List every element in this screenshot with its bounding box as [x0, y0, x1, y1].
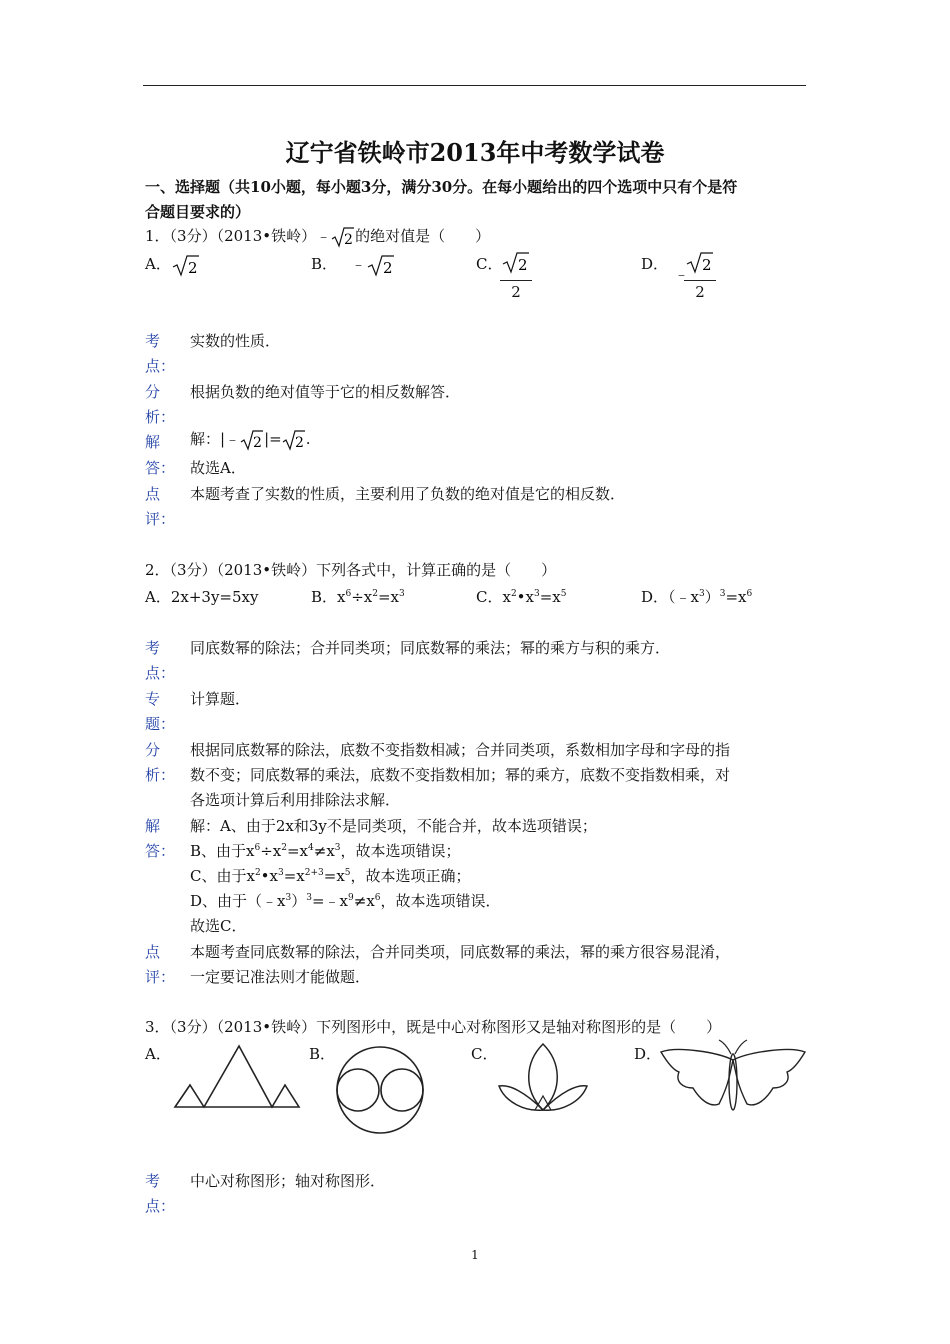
q2-jieda-line5: 故选C． — [190, 917, 247, 935]
exp: 3 — [719, 589, 726, 599]
exp: 4 — [308, 843, 314, 853]
fraction-bar — [684, 280, 716, 281]
q2-jieda-line4 — [190, 890, 501, 911]
exp: 6 — [345, 589, 352, 599]
exp: 3 — [399, 589, 405, 599]
jieda-text: . — [305, 430, 311, 448]
exp: 2 — [510, 589, 517, 599]
label-kaodian: 考 — [145, 1172, 161, 1190]
expr: =x — [725, 588, 747, 606]
label-fenxi: 分 — [145, 741, 161, 759]
q1-option-c[interactable] — [500, 250, 532, 301]
svg-text:2: 2 — [344, 232, 354, 248]
sqrt2-icon — [366, 253, 396, 277]
option-label: A． — [145, 255, 171, 273]
expr: B．x — [311, 588, 346, 606]
q2-option-c[interactable] — [476, 586, 566, 607]
label-dianping-2: 评： — [145, 510, 176, 528]
label-dianping: 点 — [145, 943, 161, 961]
q1-fenxi-text: 根据负数的绝对值等于它的相反数解答． — [190, 383, 461, 401]
q2-option-a[interactable]: A．2x+3y=5xy — [145, 588, 259, 606]
jieda-text: 解：|﹣ — [190, 430, 241, 448]
lotus-figure-icon[interactable] — [495, 1040, 591, 1114]
exp: 3 — [306, 893, 312, 903]
q1-jieda-line1 — [190, 428, 310, 451]
expr: ≠x — [313, 842, 335, 860]
q1-stem — [145, 225, 490, 248]
q3-option-a-label[interactable]: A． — [145, 1045, 171, 1063]
expr: ≠x — [353, 892, 375, 910]
q2-jieda-line1: 解：A、由于2x和3y不是同类项，不能合并，故本选项错误； — [190, 817, 597, 835]
q2-kaodian-text: 同底数幂的除法；合并同类项；同底数幂的乘法；幂的乘方与积的乘方． — [190, 639, 671, 657]
expr: D、由于（﹣x — [190, 892, 286, 910]
svg-text:2: 2 — [383, 259, 393, 277]
q3-stem: 3．（3分）（2013•铁岭）下列图形中，既是中心对称图形又是轴对称图形的是（ ） — [145, 1018, 722, 1036]
exp: 9 — [348, 893, 354, 903]
sqrt2-icon — [331, 226, 355, 248]
label-fenxi-2: 析： — [145, 408, 176, 426]
sqrt2-icon — [501, 250, 531, 274]
q3-kaodian-text: 中心对称图形；轴对称图形． — [190, 1172, 386, 1190]
q2-dianping-line1: 本题考查同底数幂的除法，合并同类项，同底数幂的乘法，幂的乘方很容易混淆， — [190, 943, 731, 961]
q2-zhuanti-text: 计算题． — [190, 690, 251, 708]
expr: C、由于x — [190, 867, 255, 885]
label-jieda: 解 — [145, 817, 161, 835]
expr: =x — [286, 842, 309, 860]
label-dianping-2: 评： — [145, 968, 176, 986]
label-fenxi-2: 析： — [145, 766, 176, 784]
q1-jieda-line2: 故选A． — [190, 459, 246, 477]
expr: D．（﹣x — [641, 588, 699, 606]
q3-option-d-label[interactable]: D． — [634, 1045, 662, 1063]
label-kaodian-2: 点： — [145, 1197, 176, 1215]
expr: =x — [323, 867, 345, 885]
q2-option-d[interactable] — [641, 586, 752, 607]
q1-option-d[interactable] — [684, 250, 716, 301]
label-zhuanti-2: 题： — [145, 715, 176, 733]
page-title: 辽宁省铁岭市2013年中考数学试卷 — [285, 138, 665, 167]
q1-kaodian-text: 实数的性质． — [190, 332, 281, 350]
label-jieda-2: 答： — [145, 842, 176, 860]
sqrt2-icon — [685, 250, 715, 274]
q2-fenxi-line2: 数不变；同底数幂的乘法，底数不变指数相加；幂的乘方，底数不变指数相乘，对 — [190, 766, 731, 784]
q1-stem-text: 1．（3分）（2013•铁岭）﹣ — [145, 227, 332, 245]
q1-option-c-label[interactable]: C． — [476, 255, 503, 273]
q2-stem: 2．（3分）（2013•铁岭）下列各式中，计算正确的是（ ） — [145, 561, 557, 579]
expr: =x — [539, 588, 561, 606]
denominator: 2 — [695, 283, 705, 301]
mountain-figure-icon[interactable] — [172, 1040, 302, 1112]
svg-text:2: 2 — [518, 256, 528, 274]
option-label: B． — [311, 255, 338, 273]
exp: 3 — [277, 868, 284, 878]
header-rule — [143, 85, 806, 86]
q1-option-a[interactable] — [145, 253, 201, 277]
q1-option-d-label[interactable]: D． — [641, 255, 669, 273]
expr: ÷x — [351, 588, 373, 606]
circles-figure-icon[interactable] — [333, 1043, 427, 1137]
label-dianping: 点 — [145, 485, 161, 503]
expr: B、由于x — [190, 842, 255, 860]
expr: •x — [516, 588, 534, 606]
q1-dianping-text: 本题考查了实数的性质，主要利用了负数的绝对值是它的相反数． — [190, 485, 626, 503]
sqrt2-icon — [240, 429, 264, 451]
q1-option-d-minus: ﹣ — [674, 265, 690, 283]
exp: 2 — [372, 589, 378, 599]
svg-text:2: 2 — [702, 256, 712, 274]
q3-option-c-label[interactable]: C． — [471, 1045, 498, 1063]
butterfly-figure-icon[interactable] — [657, 1038, 809, 1114]
expr: •x — [260, 867, 278, 885]
expr: ，故本选项错误； — [340, 842, 461, 860]
expr: =﹣x — [311, 892, 349, 910]
exp: 3 — [699, 589, 705, 599]
expr: ，故本选项正确； — [350, 867, 471, 885]
exp: 5 — [560, 589, 567, 599]
q2-jieda-line3 — [190, 865, 471, 886]
sqrt2-icon — [282, 429, 306, 451]
q2-fenxi-line3: 各选项计算后利用排除法求解． — [190, 791, 401, 809]
q2-jieda-line2 — [190, 840, 461, 861]
exp: 2 — [254, 868, 261, 878]
svg-text:2: 2 — [253, 435, 262, 451]
q2-option-b[interactable] — [311, 586, 405, 607]
jieda-text: |= — [264, 430, 282, 448]
expr: =x — [377, 588, 400, 606]
exp: 3 — [285, 893, 292, 903]
label-fenxi: 分 — [145, 383, 161, 401]
expr: ÷x — [260, 842, 282, 860]
page-number: 1 — [471, 1248, 479, 1262]
label-kaodian: 考 — [145, 332, 161, 350]
exp: 6 — [746, 589, 753, 599]
expr: ，故本选项错误． — [380, 892, 501, 910]
expr: =x — [283, 867, 305, 885]
label-kaodian-2: 点： — [145, 357, 176, 375]
exp: 5 — [344, 868, 351, 878]
q2-fenxi-line1: 根据同底数幂的除法，底数不变指数相减；合并同类项，系数相加字母和字母的指 — [190, 741, 731, 759]
exp: 3 — [334, 843, 341, 853]
q1-option-b[interactable] — [311, 253, 396, 277]
svg-text:2: 2 — [187, 259, 198, 277]
exp: 6 — [254, 843, 261, 853]
label-kaodian: 考 — [145, 639, 161, 657]
label-kaodian-2: 点： — [145, 664, 176, 682]
fraction-bar — [500, 280, 532, 281]
exp: 3 — [533, 589, 540, 599]
section-heading-line1: 一、选择题（共10小题，每小题3分，满分30分。在每小题给出的四个选项中只有个是符 — [145, 178, 738, 196]
exp: 2 — [281, 843, 287, 853]
q1-stem-tail: 的绝对值是（ ） — [355, 227, 491, 245]
minus-sign: ﹣ — [351, 255, 367, 273]
q2-dianping-line2: 一定要记准法则才能做题． — [190, 968, 371, 986]
label-jieda-2: 答： — [145, 459, 176, 477]
exp: 2+3 — [304, 868, 324, 878]
denominator: 2 — [511, 283, 521, 301]
label-zhuanti: 专 — [145, 690, 161, 708]
expr: ） — [291, 892, 307, 910]
label-jieda: 解 — [145, 433, 161, 451]
q3-option-b-label[interactable]: B． — [309, 1045, 336, 1063]
exp: 6 — [374, 893, 381, 903]
section-heading-line2: 合题目要求的） — [145, 203, 251, 221]
expr: ） — [704, 588, 720, 606]
expr: C．x — [476, 588, 511, 606]
sqrt2-icon — [171, 253, 201, 277]
svg-text:2: 2 — [294, 435, 304, 451]
